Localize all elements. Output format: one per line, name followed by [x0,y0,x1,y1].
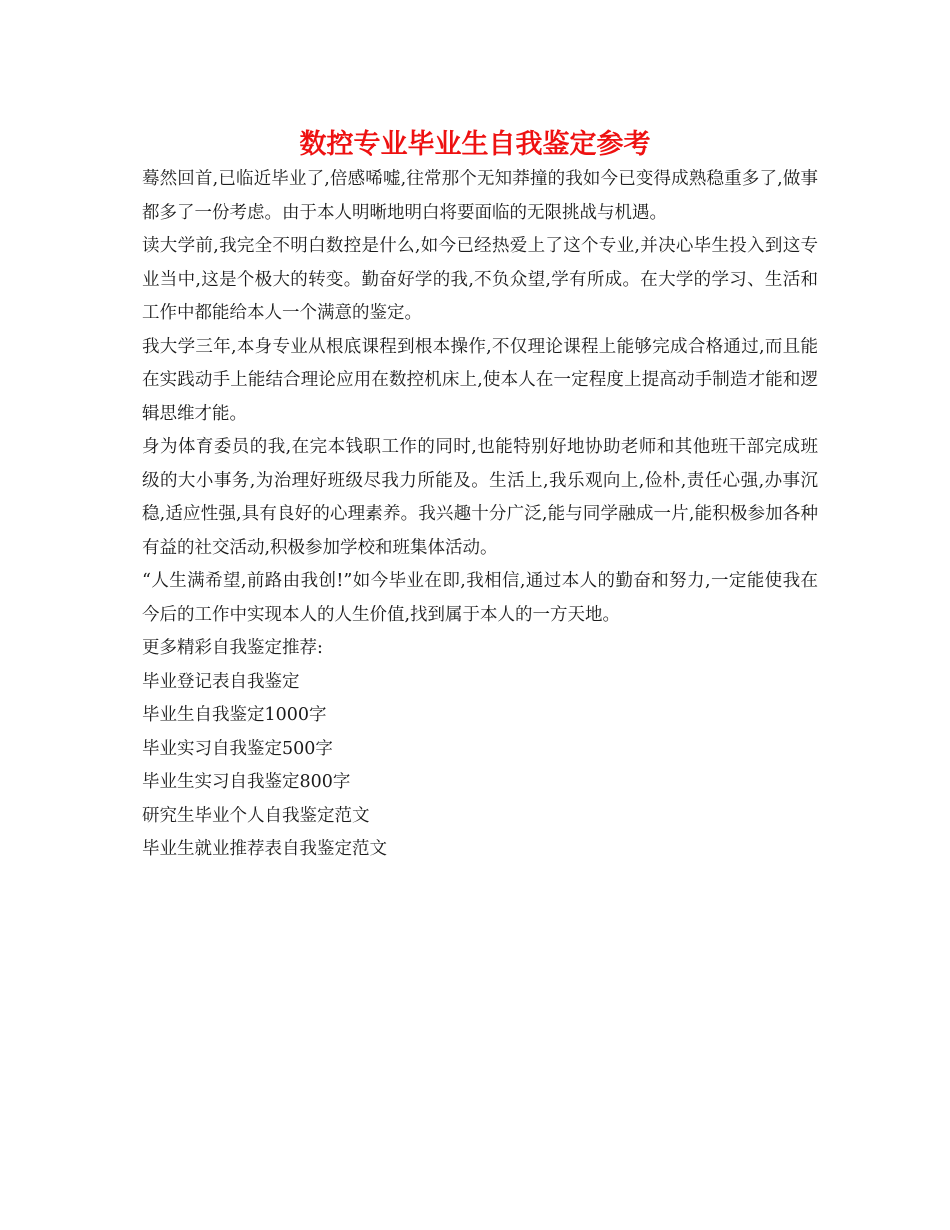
recommendation-item[interactable]: 研究生毕业个人自我鉴定范文 [142,805,370,826]
recommendation-item[interactable]: 毕业生就业推荐表自我鉴定范文 [142,839,387,859]
paragraph-5: “人生满希望,前路由我创!”如今毕业在即,我相信,通过本人的勤奋和努力,一定能使我在今后的工作中实现本人的人生价值,找到属于本人的一方天地。 [142,571,818,625]
paragraph-1: 蓦然回首,已临近毕业了,倍感唏嘘,往常那个无知莽撞的我如今已变得成熟稳重多了,做事都多了一份考虑。由于本人明晰地明白将要面临的无限挑战与机遇。 [142,169,818,223]
recommendation-list [142,666,818,867]
document-body [142,163,818,867]
paragraph-3: 我大学三年,本身专业从根底课程到根本操作,不仅理论课程上能够完成合格通过,而且能在实践动手上能结合理论应用在数控机床上,使本人在一定程度上提高动手制造才能和逻辑思维才能。 [142,336,818,424]
recommend-heading: 更多精彩自我鉴定推荐: [142,638,323,658]
recommendation-item[interactable]: 毕业登记表自我鉴定 [142,671,300,692]
document-title: 数控专业毕业生自我鉴定参考 [299,129,651,160]
paragraph-4: 身为体育委员的我,在完本钱职工作的同时,也能特别好地协助老师和其他班干部完成班级的大小事务,为治理好班级尽我力所能及。生活上,我乐观向上,俭朴,责任心强,办事沉稳,适应性强,具有良好的心理素养。我兴趣十分广泛,能与同学融成一片,能积极参加各种有益的社交活动,积极参加学校和班集体活动。 [142,437,818,558]
paragraph-2: 读大学前,我完全不明白数控是什么,如今已经热爱上了这个专业,并决心毕生投入到这专业当中,这是个极大的转变。勤奋好学的我,不负众望,学有所成。在大学的学习、生活和工作中都能给本人一个满意的鉴定。 [142,236,818,323]
recommendation-item[interactable]: 毕业生自我鉴定1000字 [142,705,327,725]
recommendation-item[interactable]: 毕业生实习自我鉴定800字 [142,772,351,792]
recommendation-item[interactable]: 毕业实习自我鉴定500字 [142,738,333,759]
